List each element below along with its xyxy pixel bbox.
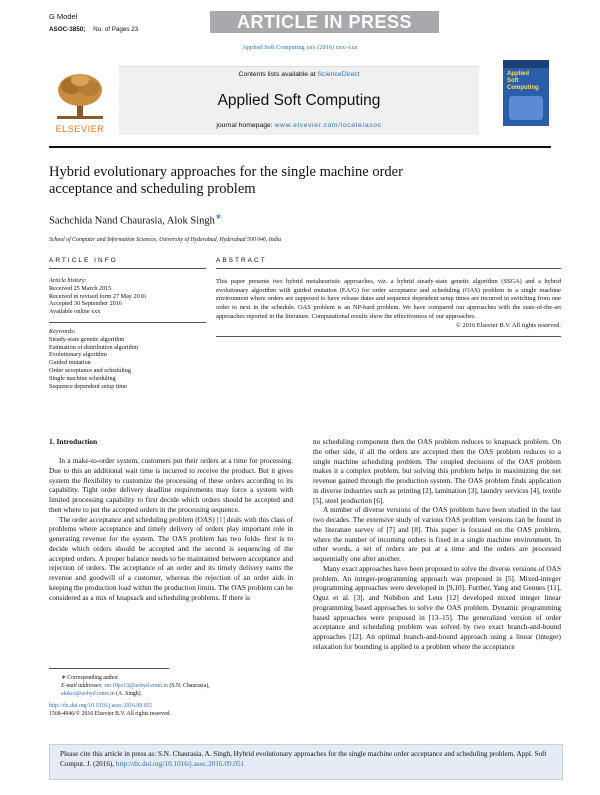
right-column	[313, 437, 561, 652]
history-item: Received in revised form 27 May 2016	[49, 292, 146, 300]
cover-line: Computing	[507, 84, 539, 91]
journal-name: Applied Soft Computing	[217, 92, 381, 109]
issn-line: 1568-4946/© 2016 Elsevier B.V. All rights reserved.	[49, 711, 171, 717]
cover-title	[507, 71, 539, 91]
article-in-press-banner: ARTICLE IN PRESS	[210, 11, 439, 33]
email-link[interactable]: snc10pc13@uohyd.ernet.in	[104, 683, 168, 689]
email-link[interactable]: alokcs@uohyd.ernet.in	[61, 691, 115, 697]
ref-code: ASOC-3850;	[49, 26, 86, 33]
corresponding-note: ∗ Corresponding author.	[61, 675, 120, 681]
header-rule	[49, 146, 551, 148]
cover-line: Applied	[507, 71, 529, 77]
keyword: Estimation of distribution algorithm	[49, 343, 139, 351]
article-info-heading: ARTICLE INFO	[49, 257, 206, 269]
doi-block	[49, 702, 171, 718]
paragraph	[49, 515, 293, 603]
email-label: E-mail addresses:	[61, 683, 105, 689]
page-count: No. of Pages 23	[93, 26, 139, 33]
history-item: Accepted 30 September 2016	[49, 300, 123, 308]
cite-box	[49, 744, 563, 780]
history-item: Available online xxx	[49, 308, 101, 316]
corresponding-mark[interactable]: ∗	[214, 212, 222, 221]
keyword: Order acceptance and scheduling	[49, 366, 131, 374]
text-run: deals with this class of problems where acceptance and timely delivery of orders play important role in generating revenue for the system. The OAS problem has two folds- first is to decide which orders should be accepted and the second is sequencing of the accepted orders. A proper balance needs to be maintained between acceptance and rejection of orders. The acceptance of an order and its timely delivery earns the revenue and goodwill of a customer, whereas the rejection of an order aids in keeping the production load within the production limits. The OAS problem can be considered as a mix of knapsack and scheduling problems. If there is	[49, 514, 293, 602]
section-heading: 1. Introduction	[49, 437, 98, 446]
authors	[49, 212, 222, 227]
left-column	[49, 456, 293, 602]
abstract-text: This paper presents two hybrid metaheuristic approaches, viz. a hybrid steady-state genetic algorithm (SSGA) and a hybrid evolutionary algorithm with guided mutation (EA/G) for order acceptance and scheduling (OAS) problem in a single machine environment where orders are supposed to have release dates and sequence dependent setup times are incurred in switching from one order to next in the schedule. OAS problem is an NP-hard problem. We have compared our approaches with the state-of-the-art approaches reported in the literature. Computational results show the effectiveness of our approaches.	[216, 278, 561, 320]
author-names: Sachchida Nand Chaurasia, Alok Singh	[49, 215, 215, 227]
history-label: Article history:	[49, 277, 87, 284]
homepage-prefix: journal homepage:	[216, 122, 275, 129]
cite-text: Please cite this article in press as: S.N. Chaurasia, A. Singh, Hybrid evolutionary approaches for the single machine order acceptance and scheduling problem, Appl. Soft Comput. J. (2016),	[60, 750, 547, 768]
article-info	[49, 257, 206, 390]
text-run: The order acceptance and scheduling problem (OAS)	[59, 514, 217, 524]
elsevier-tree-icon	[49, 68, 111, 124]
article-title: Hybrid evolutionary approaches for the single machine order acceptance and scheduling problem	[49, 164, 403, 197]
journal-citation: Applied Soft Computing xxx (2016) xxx–xxx	[242, 44, 358, 51]
cite-doi-link[interactable]: http://dx.doi.org/10.1016/j.asoc.2016.09.051	[115, 760, 245, 768]
affiliation: School of Computer and Information Sciences, University of Hyderabad, Hyderabad 500 046, India	[49, 237, 282, 243]
contents-prefix: Contents lists available at	[238, 71, 318, 78]
email-owner: (A. Singh).	[114, 691, 143, 697]
homepage-link[interactable]: www.elsevier.com/locate/asoc	[274, 122, 382, 129]
footnote	[49, 674, 299, 698]
cover-image	[509, 96, 543, 120]
contents-line	[119, 71, 479, 78]
sciencedirect-link[interactable]: ScienceDirect	[317, 71, 360, 78]
abstract-heading: ABSTRACT	[216, 257, 561, 269]
keyword: Evolutionary algorithm	[49, 351, 107, 359]
journal-cover	[503, 60, 549, 126]
journal-header	[49, 60, 551, 142]
abstract	[216, 257, 561, 337]
article-ref	[49, 26, 138, 33]
paragraph: no scheduling component then the OAS problem reduces to knapsack problem. On the other side, if all the orders are accepted then the OAS problem reduces to a single machine scheduling problem. The coupled decisions of the OAS problem makes it a complex problem, but solving this problem helps in maximizing the net revenue gained through the production system. The OAS problem finds application in diverse industries such as printing [2], lamination [3], laundry services [4], textile [5], steel production [6].	[313, 437, 561, 505]
history-item: Received 25 March 2015	[49, 284, 112, 292]
publisher-name: ELSEVIER	[55, 124, 105, 134]
homepage-line	[119, 122, 479, 129]
paragraph: Many exact approaches have been proposed to solve the diverse versions of OAS problem. An integer-programming approach was proposed in [5]. Mixed-integer programming approaches were developed in [9,10]. Further, Yang and Geunes [11], Oguz et al. [3], and Nobibon and Leus [12] developed mixed integer linear programming based approaches to solve the OAS problem. Dynamic programming based approaches were proposed in [13–15]. The generalized version of order acceptance and scheduling problem was solved by two exact branch-and-bound approaches [12]. An optimal branch-and-bound approach using a linear (integer) relaxation for bounding is applied to a problem where the acceptance	[313, 563, 561, 651]
elsevier-logo	[49, 68, 111, 134]
keyword: Single machine scheduling	[49, 374, 116, 382]
model-label: G Model	[49, 12, 78, 21]
paragraph: A number of diverse versions of the OAS problem have been studied in the last two decades. The extensive study of various OAS problem versions can be found in the literature survey of [7] and [8]. This paper is focused on the OAS problem, where the number of incoming orders is fixed in a single machine environment. In other words, a set of orders are put at a time and the orders are processed sequentially one after another.	[313, 505, 561, 563]
copyright: © 2016 Elsevier B.V. All rights reserved.	[455, 321, 561, 329]
cover-line: Soft	[507, 77, 519, 84]
email-owner: (S.N. Chaurasia),	[167, 683, 210, 689]
citation-link[interactable]: [1]	[216, 514, 226, 524]
paragraph: In a make-to-order system, customers put their orders at a time for processing. Due to this an additional wait time is incurred to receive the product. But it gives system the flexibility to customize the processing of these orders according to its capability. Tight order delivery deadline requirements may force a system with limited processing capability to first decide which orders should be accepted and then where to put the accepted orders in the processing sequence.	[49, 456, 293, 514]
footnote-rule	[49, 668, 169, 669]
doi-link[interactable]: http://dx.doi.org/10.1016/j.asoc.2016.09.051	[49, 703, 153, 709]
keyword: Guided mutation	[49, 359, 91, 367]
keywords-label: Keywords:	[49, 327, 76, 335]
keyword: Sequence dependent setup time	[49, 382, 127, 390]
keyword: Steady-state genetic algorithm	[49, 335, 125, 343]
